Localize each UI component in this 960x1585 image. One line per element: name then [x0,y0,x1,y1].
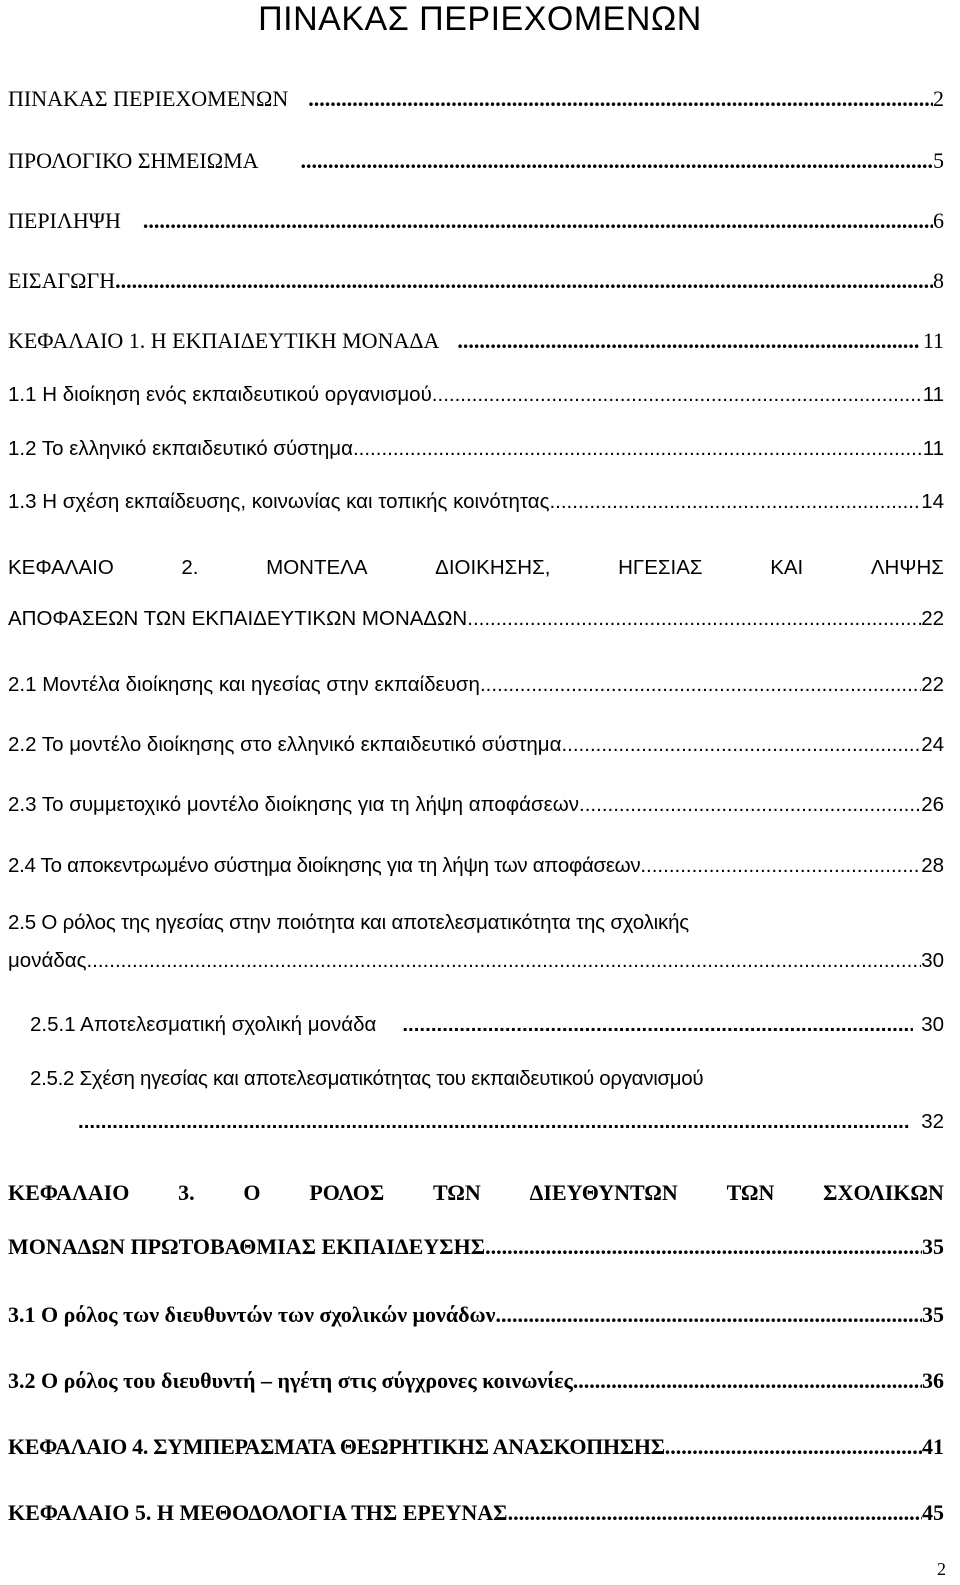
dot-leader [127,208,933,234]
toc-entry-page: 35 [922,1302,944,1327]
toc-entry-page: 24 [921,733,944,756]
word: ΡΟΛΟΣ [309,1180,385,1205]
toc-entry-label: 2.5.1 Αποτελεσματική σχολική μονάδα [30,1013,377,1036]
toc-entry[interactable] [8,607,944,631]
dot-leader [445,328,918,354]
word: ΚΕΦΑΛΑΙΟ [8,556,114,579]
toc-entry-label: 2.3 Το συμμετοχικό μοντέλο διοίκησης για τη λήψη αποφάσεων [8,793,580,816]
toc-entry-page: 41 [922,1434,944,1459]
toc-entry[interactable] [8,1368,944,1394]
word: Ο [243,1180,261,1205]
toc-entry-label: 3.1 Ο ρόλος των διευθυντών των σχολικών μονάδων [8,1302,496,1327]
toc-entry-label: 2.2 Το μοντέλο διοίκησης στο ελληνικό εκπαιδευτικό σύστημα [8,733,562,756]
toc-entry[interactable] [8,1302,944,1328]
toc-entry[interactable] [8,437,944,461]
toc-entry-page: 11 [922,328,944,353]
toc-entry-label: 1.3 Η σχέση εκπαίδευσης, κοινωνίας και τοπικής κοινότητας [8,490,550,513]
toc-entry[interactable] [8,673,944,697]
toc-entry-label: ΑΠΟΦΑΣΕΩΝ ΤΩΝ ΕΚΠΑΙΔΕΥΤΙΚΩΝ ΜΟΝΑΔΩΝ [8,607,468,630]
dot-leader [485,1234,922,1260]
toc-entry-page: 22 [921,607,944,630]
toc-entry[interactable] [8,949,944,973]
toc-entry-page: 28 [921,854,944,877]
toc-entry-page: 2 [933,86,944,111]
toc-entry[interactable] [8,1234,944,1260]
toc-entry-label: 1.1 Η διοίκηση ενός εκπαιδευτικού οργανισμού [8,383,432,406]
toc-entry-page: 11 [922,383,944,406]
toc-entry[interactable] [8,733,944,757]
toc-entry[interactable] [78,1110,944,1134]
toc-entry[interactable] [8,268,944,294]
toc-entry-label: ΚΕΦΑΛΑΙΟ 4. ΣΥΜΠΕΡΑΣΜΑΤΑ ΘΕΩΡΗΤΙΚΗΣ ΑΝΑΣΚΟΠΗΣΗΣ [8,1434,665,1459]
dot-leader [549,490,921,514]
toc-entry[interactable] [30,1013,944,1037]
toc-entry-page: 5 [933,148,944,173]
toc-entry[interactable] [8,148,944,174]
toc-entry-label: ΚΕΦΑΛΑΙΟ 1. Η ΕΚΠΑΙΔΕΥΤΙΚΗ ΜΟΝΑΔΑ [8,328,440,353]
toc-entry-page: 45 [922,1500,944,1525]
toc-entry-page: 8 [933,268,944,293]
toc-entry-page: 32 [921,1110,944,1133]
dot-leader [665,1434,922,1460]
word: ΗΓΕΣΙΑΣ [618,556,703,579]
toc-entry[interactable] [8,1500,944,1526]
toc-entry-page: 11 [922,437,944,460]
dot-leader [495,1302,922,1328]
toc-entry-label: 3.2 Ο ρόλος του διευθυντή – ηγέτη στις σύγχρονες κοινωνίες [8,1368,573,1393]
toc-entry-label: 2.1 Μοντέλα διοίκησης και ηγεσίας στην εκπαίδευση [8,673,480,696]
dot-leader [508,1500,922,1526]
toc-entry[interactable] [8,854,944,878]
toc-entry-page: 35 [922,1234,944,1259]
dot-leader [115,268,933,294]
dot-leader [561,733,921,757]
word: 2. [181,556,199,579]
toc-entry[interactable] [8,86,944,112]
dot-leader [579,793,921,817]
dot-leader [86,949,921,973]
toc-entry-page: 26 [921,793,944,816]
page-title: ΠΙΝΑΚΑΣ ΠΕΡΙΕΧΟΜΕΝΩΝ [258,0,702,38]
toc-entry-heading-line[interactable] [8,1180,944,1206]
page-number: 2 [937,1559,946,1579]
toc-entry-label: 2.4 Το αποκεντρωμένο σύστημα διοίκησης για τη λήψη των αποφάσεων [8,854,641,877]
toc-entry-heading-line[interactable] [8,556,944,580]
toc-entry[interactable] [8,328,944,354]
toc-entry[interactable] [8,1434,944,1460]
toc-entry-label: 1.2 Το ελληνικό εκπαιδευτικό σύστημα [8,437,353,460]
word: ΚΕΦΑΛΑΙΟ [8,1180,130,1205]
toc-entry-label: ΜΟΝΑΔΩΝ ΠΡΩΤΟΒΑΘΜΙΑΣ ΕΚΠΑΙΔΕΥΣΗΣ [8,1234,486,1259]
word: ΔΙΟΙΚΗΣΗΣ, [435,556,551,579]
toc-entry-label: ΠΕΡΙΛΗΨΗ [8,208,121,233]
toc-entry-page: 6 [933,208,944,233]
dot-leader [353,437,923,461]
toc-entry-heading-line[interactable]: 2.5 Ο ρόλος της ηγεσίας στην ποιότητα και αποτελεσματικότητα της σχολικής [8,911,689,934]
toc-entry-label: μονάδας [8,949,87,972]
toc-entry-page: 36 [922,1368,944,1393]
toc-entry[interactable] [8,793,944,817]
word: 3. [178,1180,195,1205]
word: ΤΩΝ [726,1180,775,1205]
toc-entry-page: 14 [921,490,944,513]
dot-leader [480,673,921,697]
toc-entry-heading-line[interactable]: 2.5.2 Σχέση ηγεσίας και αποτελεσματικότητας του εκπαιδευτικού οργανισμού [30,1067,704,1090]
word: ΤΩΝ [433,1180,481,1205]
toc-entry[interactable] [8,490,944,514]
toc-entry-page: 30 [921,1013,944,1036]
toc-entry[interactable] [8,208,944,234]
toc-entry[interactable] [8,383,944,407]
dot-leader [78,1110,909,1134]
word: ΛΗΨΗΣ [870,556,944,579]
dot-leader [265,148,933,174]
toc-entry-label: ΚΕΦΑΛΑΙΟ 5. Η ΜΕΘΟΔΟΛΟΓΙΑ ΤΗΣ ΕΡΕΥΝΑΣ [8,1500,508,1525]
dot-leader [573,1368,922,1394]
word: ΔΙΕΥΘΥΝΤΩΝ [529,1180,678,1205]
dot-leader [294,86,933,112]
word: ΜΟΝΤΕΛΑ [266,556,368,579]
word: ΚΑΙ [770,556,804,579]
dot-leader [432,383,923,407]
dot-leader [467,607,921,631]
toc-entry-label: ΕΙΣΑΓΩΓΗ [8,268,116,293]
dot-leader [382,1013,913,1037]
dot-leader [640,854,921,878]
toc-entry-label: ΠΡΟΛΟΓΙΚΟ ΣΗΜΕΙΩΜΑ [8,148,259,173]
word: ΣΧΟΛΙΚΩΝ [823,1180,944,1205]
toc-entry-page: 22 [921,673,944,696]
toc-entry-page: 30 [921,949,944,972]
toc-entry-label: ΠΙΝΑΚΑΣ ΠΕΡΙΕΧΟΜΕΝΩΝ [8,86,289,111]
